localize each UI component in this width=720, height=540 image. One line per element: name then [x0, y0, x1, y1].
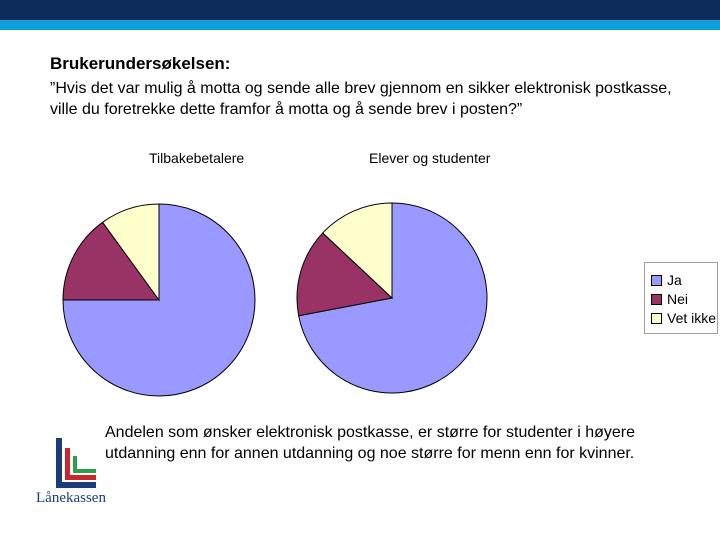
legend-label-vet-ikke: Vet ikke: [667, 310, 717, 326]
chart-legend: [644, 262, 718, 334]
legend-swatch-vet-ikke: [651, 313, 662, 324]
legend-item-nei: [651, 290, 688, 308]
legend-swatch-ja: [651, 275, 662, 286]
legend-item-vet-ikke: [651, 309, 716, 327]
legend-label-ja: Ja: [667, 272, 682, 288]
legend-item-ja: [651, 271, 682, 289]
legend-swatch-nei: [651, 294, 662, 305]
logo-text: Lånekassen: [36, 490, 106, 506]
pie-title-elever-studenter: Elever og studenter: [369, 150, 491, 166]
pie-title-tilbakebetalere: Tilbakebetalere: [149, 150, 245, 166]
survey-question: ”Hvis det var mulig å motta og sende alle brev gjennom en sikker elektronisk postkasse, ville du foretrekke dette framfor å motta og å sende brev i posten?”: [50, 80, 672, 118]
slide-heading: Brukerundersøkelsen:: [50, 54, 231, 73]
legend-label-nei: Nei: [667, 291, 689, 307]
summary-text: Andelen som ønsker elektronisk postkasse, er større for studenter i høyere utdanning enn for annen utdanning og noe større for menn enn for kvinner.: [105, 424, 635, 462]
